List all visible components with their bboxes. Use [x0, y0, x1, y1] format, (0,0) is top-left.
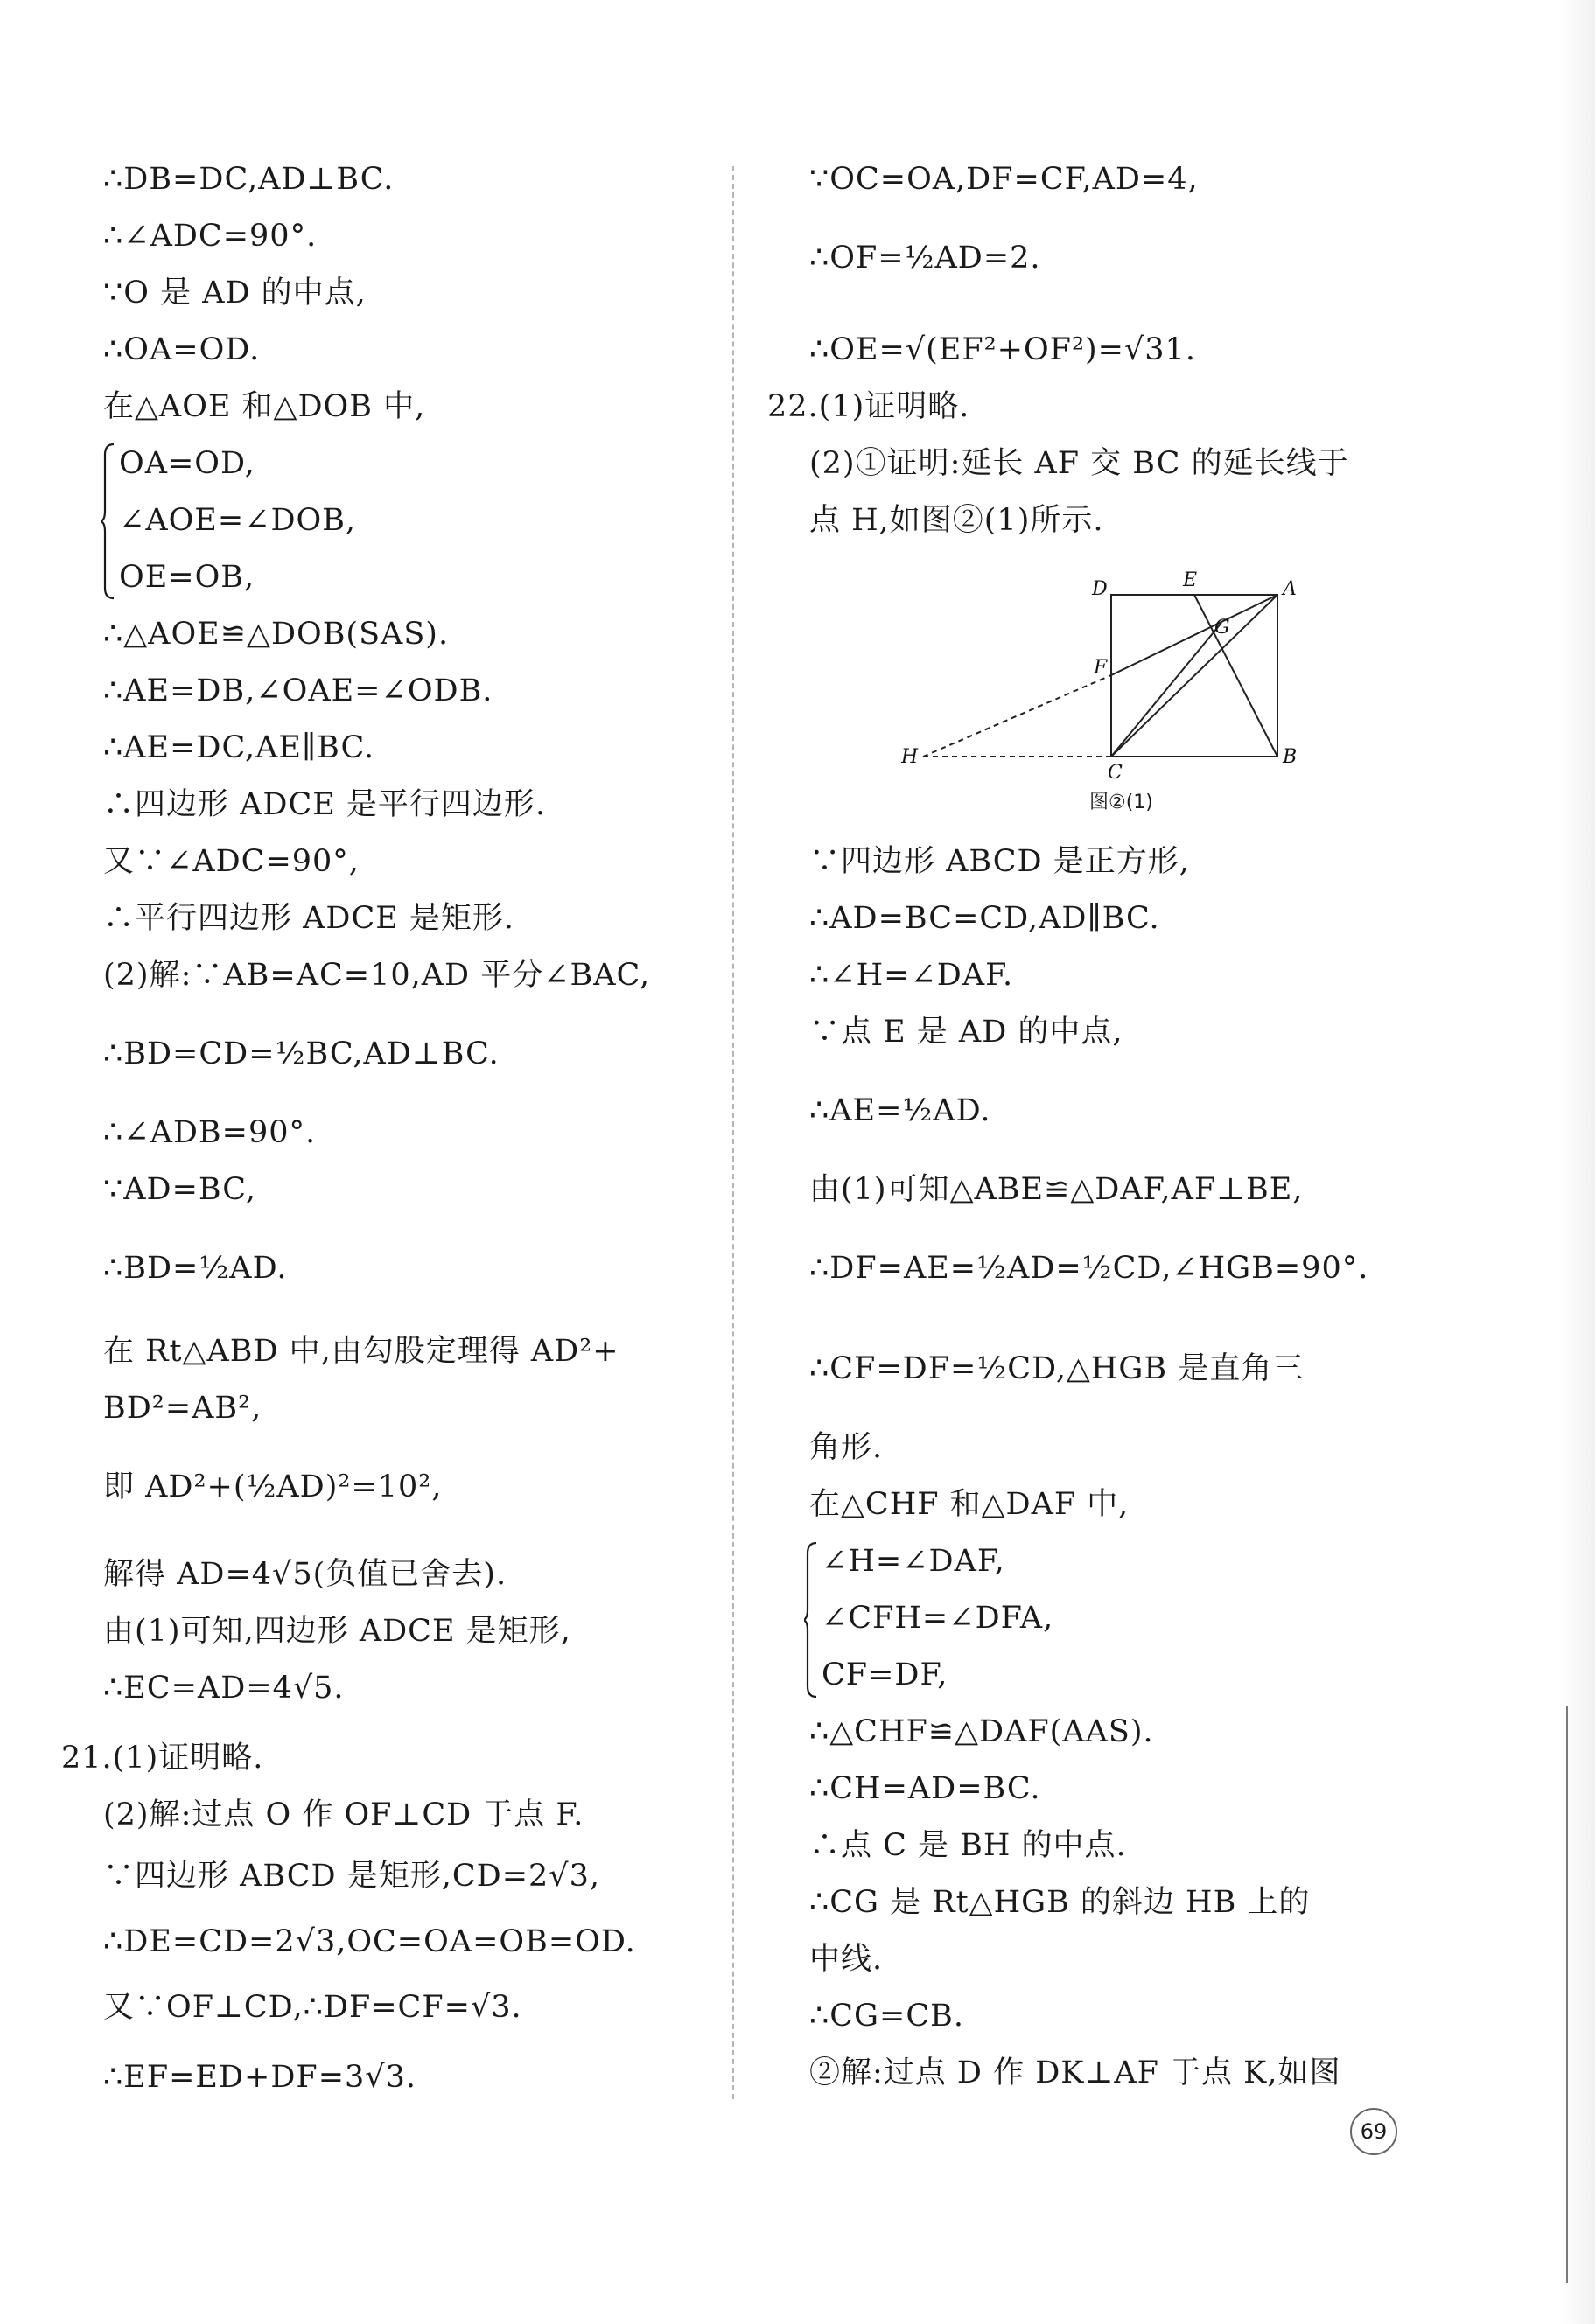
page-number: 69: [1350, 2108, 1397, 2155]
text-line: 角形.: [809, 1430, 884, 1465]
text-line: 在△CHF 和△DAF 中,: [809, 1487, 1130, 1522]
text-line: ∴BD=½AD.: [103, 1251, 288, 1286]
text-line: ∴DE=CD=2√3,OC=OA=OB=OD.: [103, 1924, 636, 1959]
brace-icon: [804, 1541, 818, 1699]
question-number-line: 21.(1)证明略.: [61, 1741, 264, 1776]
text-line: ∴DB=DC,AD⊥BC.: [103, 162, 395, 197]
geometry-figure: [901, 569, 1312, 822]
text-line: 在△AOE 和△DOB 中,: [103, 389, 426, 424]
text-line: ∴OA=OD.: [103, 332, 261, 367]
label-e: E: [1183, 569, 1198, 591]
text-line: 点 H,如图②(1)所示.: [809, 503, 1104, 538]
text-line: ∴△CHF≌△DAF(AAS).: [809, 1714, 1154, 1749]
text-line: ∴DF=AE=½AD=½CD,∠HGB=90°.: [809, 1251, 1369, 1286]
text-line: 解得 AD=4√5(负值已舍去).: [103, 1557, 507, 1592]
text-line: ∴点 C 是 BH 的中点.: [809, 1828, 1127, 1863]
text-line: ∴CF=DF=½CD,△HGB 是直角三: [809, 1351, 1305, 1386]
text-line: CF=DF,: [822, 1658, 948, 1692]
text-line: ∴△AOE≌△DOB(SAS).: [103, 617, 450, 652]
label-b: B: [1283, 746, 1298, 768]
text-line: ∴∠H=∠DAF.: [809, 958, 1014, 993]
text-line: ∠H=∠DAF,: [822, 1544, 1005, 1579]
text-line: 中线.: [809, 1942, 884, 1977]
text-line: 由(1)可知,四边形 ADCE 是矩形,: [103, 1614, 571, 1649]
text-line: 在 Rt△ABD 中,由勾股定理得 AD²+: [103, 1334, 619, 1369]
text-line: ∴∠ADC=90°.: [103, 219, 318, 254]
text-line: ∵AD=BC,: [103, 1172, 256, 1207]
text-line: OA=OD,: [119, 446, 255, 481]
text-line: ∠CFH=∠DFA,: [822, 1601, 1054, 1636]
text-line: (2)①证明:延长 AF 交 BC 的延长线于: [809, 446, 1349, 481]
text-line: ∴AE=DB,∠OAE=∠ODB.: [103, 673, 493, 708]
text-line: (2)解:过点 O 作 OF⊥CD 于点 F.: [103, 1797, 584, 1832]
text-line: ∴BD=CD=½BC,AD⊥BC.: [103, 1036, 500, 1071]
text-line: ∵四边形 ABCD 是正方形,: [809, 844, 1190, 879]
label-a: A: [1283, 578, 1297, 600]
label-c: C: [1108, 762, 1123, 784]
text-line: ∴EC=AD=4√5.: [103, 1671, 345, 1706]
text-line: ∴平行四边形 ADCE 是矩形.: [103, 901, 515, 936]
question-number-line: 22.(1)证明略.: [767, 389, 970, 424]
page-edge: [1566, 1706, 1568, 2283]
text-line: ∴EF=ED+DF=3√3.: [103, 2060, 417, 2095]
text-line: ∵四边形 ABCD 是矩形,CD=2√3,: [103, 1859, 600, 1894]
label-f: F: [1094, 657, 1108, 679]
text-line: ∵O 是 AD 的中点,: [103, 276, 367, 311]
page-shade: [1560, 0, 1595, 2324]
column-divider: [732, 166, 734, 2099]
label-h: H: [901, 746, 919, 768]
text-line: ∴四边形 ADCE 是平行四边形.: [103, 787, 547, 822]
figure-caption: 图②(1): [1089, 792, 1153, 813]
text-line: ∴CG 是 Rt△HGB 的斜边 HB 上的: [809, 1885, 1311, 1920]
text-line: 由(1)可知△ABE≌△DAF,AF⊥BE,: [809, 1172, 1304, 1207]
text-line: ∴CG=CB.: [809, 1999, 964, 2034]
text-line: ∴CH=AD=BC.: [809, 1771, 1041, 1806]
text-line: ∴OE=√(EF²+OF²)=√31.: [809, 332, 1196, 367]
text-line: 又∵OF⊥CD,∴DF=CF=√3.: [103, 1990, 522, 2025]
text-line: OE=OB,: [119, 560, 255, 595]
label-g: G: [1214, 617, 1230, 639]
text-line: ∴AE=½AD.: [809, 1093, 991, 1128]
text-line: BD²=AB²,: [103, 1391, 262, 1426]
text-line: ∵点 E 是 AD 的中点,: [809, 1015, 1123, 1050]
text-line: ∴OF=½AD=2.: [809, 241, 1041, 276]
text-line: (2)解:∵AB=AC=10,AD 平分∠BAC,: [103, 958, 651, 993]
square-diagram: [901, 569, 1312, 822]
label-d: D: [1092, 578, 1108, 600]
text-line: ∠AOE=∠DOB,: [119, 503, 357, 538]
text-line: ∴AE=DC,AE∥BC.: [103, 730, 375, 765]
text-line: ∴∠ADB=90°.: [103, 1115, 317, 1150]
text-line: ②解:过点 D 作 DK⊥AF 于点 K,如图: [809, 2055, 1341, 2090]
text-line: 又∵∠ADC=90°,: [103, 844, 360, 879]
text-line: ∴AD=BC=CD,AD∥BC.: [809, 901, 1160, 936]
text-line: ∵OC=OA,DF=CF,AD=4,: [809, 162, 1199, 197]
text-line: 即 AD²+(½AD)²=10²,: [103, 1469, 443, 1504]
brace-icon: [101, 443, 115, 600]
